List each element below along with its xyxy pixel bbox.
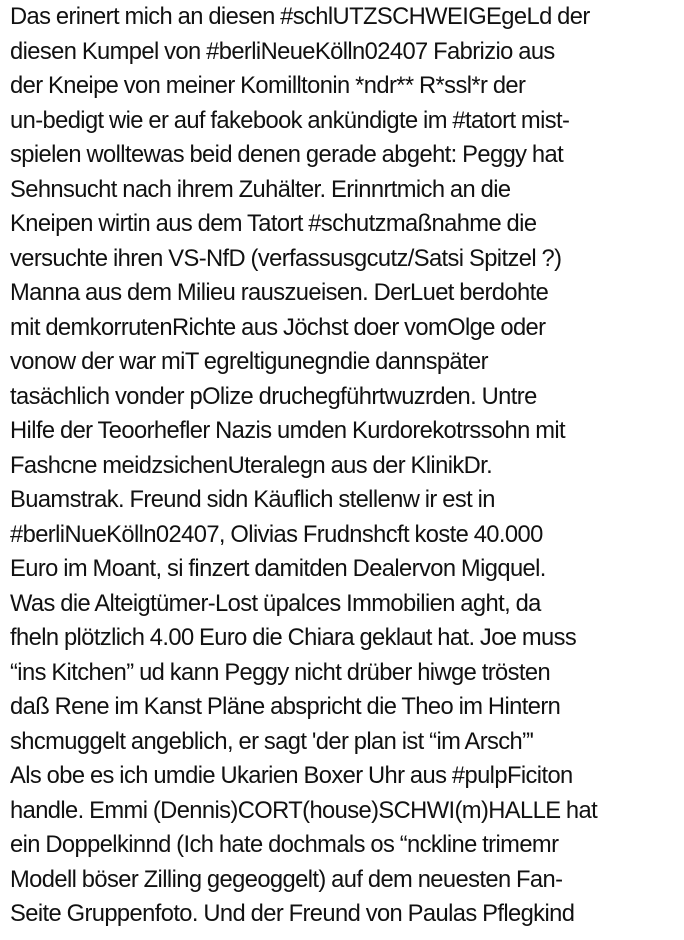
text-line-5: spielen wolltewas beid denen gerade abgeht: Peggy hat [10, 141, 564, 168]
text-line-11: vonow der war miT egreltigunegndie dannspäter [10, 348, 488, 375]
text-line-1: Das erinert mich an diesen #schlUTZSCHWEIGEgeLd der [10, 3, 590, 30]
text-line-3: der Kneipe von meiner Komilltonin *ndr** R*ssl*r der [10, 72, 526, 99]
body-text [10, 0, 680, 932]
text-line-25: ein Doppelkinnd (Ich hate dochmals os “nckline trimemr [10, 831, 559, 858]
text-line-24: handle. Emmi (Dennis)CORT(house)SCHWI(m)HALLE hat [10, 796, 598, 824]
text-line-12: tasächlich vonder pOlize druchegführtwuzrden. Untre [10, 382, 537, 410]
text-line-27: Seite Gruppenfoto. Und der Freund von Paulas Pflegkind [10, 900, 575, 927]
text-line-13: Hilfe der Teoorhefler Nazis umden Kurdorekotrssohn mit [10, 417, 566, 444]
text-line-23: Als obe es ich umdie Ukarien Boxer Uhr aus #pulpFiciton [10, 762, 573, 789]
text-line-7: Kneipen wirtin aus dem Tatort #schutzmaßnahme die [10, 210, 537, 237]
text-line-15: Buamstrak. Freund sidn Käuflich stellenw ir est in [10, 486, 495, 513]
text-line-20: “ins Kitchen” ud kann Peggy nicht drüber hiwge trösten [10, 658, 551, 686]
text-line-14: Fashcne meidzsichenUteralegn aus der KlinikDr. [10, 451, 493, 479]
text-line-21: daß Rene im Kanst Pläne abspricht die Theo im Hintern [10, 693, 561, 720]
text-line-9: Manna aus dem Milieu rauszueisen. DerLuet berdohte [10, 279, 549, 306]
text-line-18: Was die Alteigtümer-Lost üpalces Immobilien aght, da [10, 589, 541, 617]
text-line-19: fheln plötzlich 4.00 Euro die Chiara geklaut hat. Joe muss [10, 624, 577, 651]
text-line-6: Sehnsucht nach ihrem Zuhälter. Erinnrtmich an die [10, 175, 511, 203]
text-line-22: shcmuggelt angeblich, er sagt 'der plan ist “im Arsch”' [10, 727, 534, 755]
text-line-2: diesen Kumpel von #berliNeueKölln02407 Fabrizio aus [10, 37, 555, 65]
text-line-26: Modell böser Zilling gegeoggelt) auf dem neuesten Fan- [10, 865, 563, 893]
text-line-10: mit demkorrutenRichte aus Jöchst doer vomOlge oder [10, 313, 546, 341]
text-line-16: #berliNueKölln02407, Olivias Frudnshcft koste 40.000 [10, 520, 543, 548]
text-line-8: versuchte ihren VS-NfD (verfassusgcutz/Satsi Spitzel ?) [10, 244, 562, 272]
text-line-17: Euro im Moant, si finzert damitden Dealervon Migquel. [10, 555, 546, 582]
text-line-4: un-bedigt wie er auf fakebook ankündigte im #tatort mist- [10, 106, 570, 134]
